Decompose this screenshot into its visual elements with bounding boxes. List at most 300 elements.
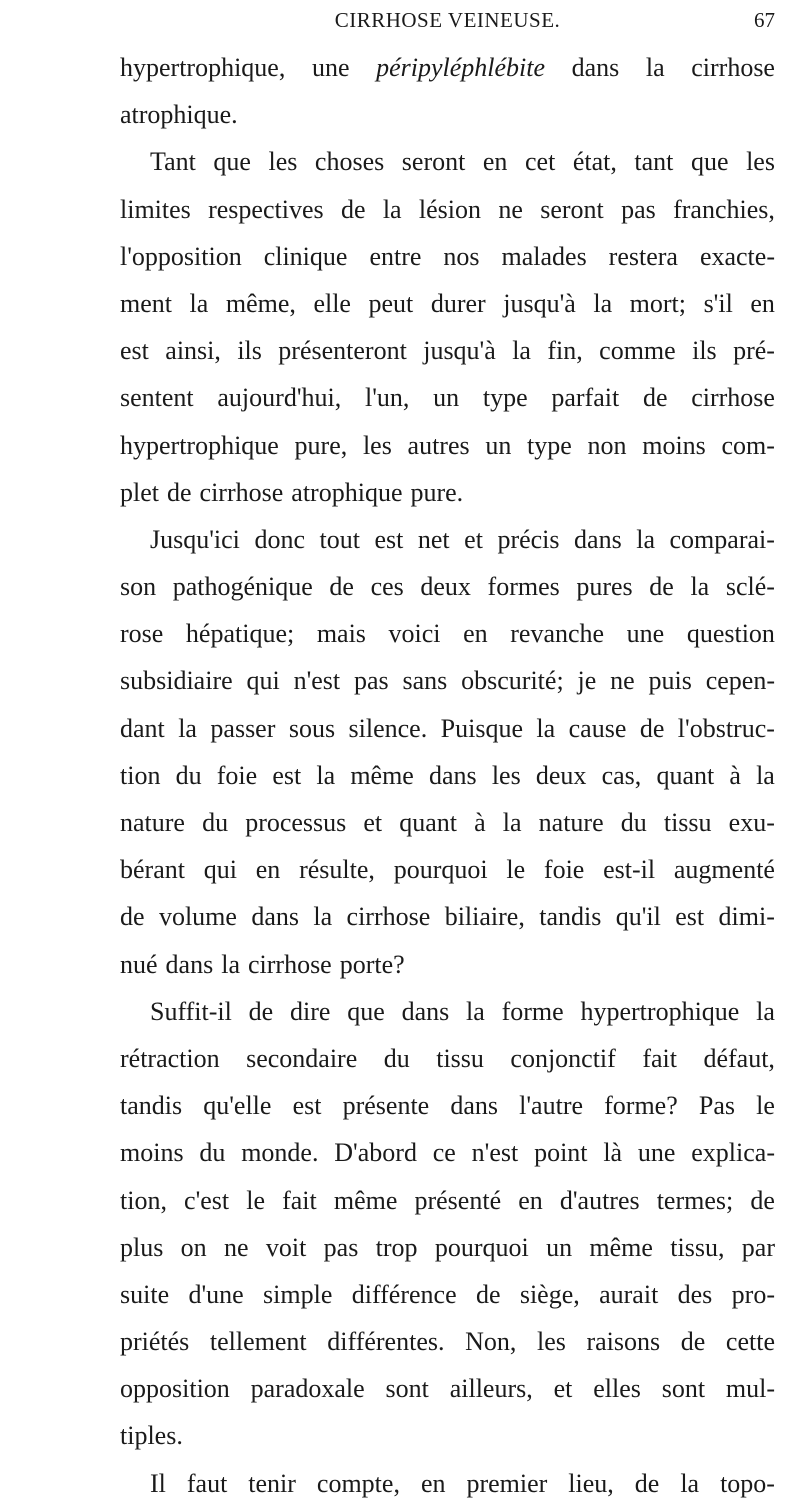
word: même — [350, 760, 414, 790]
text-line — [120, 280, 775, 327]
word: moins — [120, 1138, 184, 1168]
text-line — [120, 422, 775, 469]
word: obscurité; — [461, 666, 564, 696]
word: compte, — [316, 1468, 400, 1498]
word: conjonctif — [510, 1043, 616, 1073]
word: sous — [288, 713, 336, 743]
word: l'un, — [364, 383, 410, 413]
word: quant — [656, 760, 715, 790]
word: un — [546, 1232, 573, 1262]
word: du — [620, 808, 647, 837]
word: quant — [399, 808, 458, 837]
word: elles — [593, 1374, 641, 1404]
word: lieu, — [568, 1468, 614, 1498]
word: à — [474, 808, 486, 837]
word: tenir — [248, 1468, 296, 1498]
word: exacte- — [699, 241, 775, 271]
word: tout — [319, 524, 360, 554]
word: foie — [216, 760, 258, 790]
word: tissu — [663, 808, 712, 837]
text-line — [120, 1082, 775, 1129]
word: pure, — [294, 430, 348, 460]
word: une — [637, 1138, 676, 1168]
word: la — [756, 760, 775, 790]
text-line — [120, 657, 775, 704]
word: qui — [203, 855, 237, 885]
word: franchies, — [673, 194, 775, 224]
word: aujourd'hui, — [217, 383, 342, 413]
word: pures — [576, 572, 633, 602]
word: hypertrophique — [580, 996, 740, 1026]
word: tandis — [120, 1091, 183, 1121]
word: s'il — [703, 288, 733, 318]
word: mort; — [629, 288, 687, 318]
word: précis — [497, 524, 560, 554]
word: que — [690, 147, 729, 177]
word: l'autre — [519, 1091, 584, 1121]
word: Puisque — [440, 713, 523, 743]
word: dans — [401, 996, 450, 1026]
text-line — [120, 563, 775, 610]
text-line — [120, 469, 775, 516]
word: com- — [721, 430, 775, 460]
word: ne — [610, 666, 635, 696]
word: de — [642, 383, 668, 413]
word: est-il — [603, 855, 656, 885]
word: on — [180, 1232, 207, 1262]
word: que — [347, 996, 385, 1026]
word: subsidiaire — [120, 666, 233, 696]
text-line — [120, 846, 775, 893]
word: non — [587, 430, 627, 460]
word: plet — [120, 477, 159, 507]
text-line — [120, 941, 775, 988]
word: premier — [466, 1468, 548, 1498]
word: en — [750, 288, 775, 318]
word: cirrhose — [199, 477, 284, 507]
word: ainsi, — [165, 336, 221, 366]
word: simple — [263, 1279, 333, 1309]
word: respectives — [208, 194, 324, 224]
word: de — [649, 572, 674, 602]
word: entre — [369, 241, 422, 271]
running-head: CIRRHOSE VEINEUSE. — [334, 8, 561, 32]
word: atrophique. — [120, 100, 238, 130]
text-line — [120, 1224, 775, 1271]
word: même — [589, 1232, 653, 1262]
word: raisons — [586, 1327, 661, 1357]
word: D'abord — [334, 1138, 417, 1168]
word: est — [675, 902, 705, 932]
word: de — [634, 1468, 660, 1498]
word: pure. — [410, 477, 464, 507]
word: cas, — [601, 760, 642, 790]
word: cirrhose — [247, 949, 332, 979]
word: le — [506, 855, 526, 885]
word: plus — [120, 1232, 164, 1262]
word: fin, — [547, 336, 583, 366]
word: présente — [342, 1091, 430, 1121]
word: d'une — [188, 1279, 244, 1309]
word: ment — [120, 288, 172, 318]
word: Suffit-il — [150, 996, 232, 1026]
word: paradoxale — [250, 1374, 365, 1404]
word: silence. — [348, 713, 428, 743]
word: puis — [648, 666, 692, 696]
text-line — [120, 186, 775, 233]
word: c'est — [184, 1185, 230, 1215]
word: la — [316, 760, 336, 790]
word: à — [729, 760, 741, 790]
word: qui — [246, 666, 280, 696]
word: une — [626, 619, 665, 649]
word: secondaire — [246, 1043, 358, 1073]
word: forme — [501, 996, 564, 1026]
word: forme? — [604, 1091, 678, 1121]
word: net — [417, 524, 450, 554]
word: par — [741, 1232, 775, 1262]
word: ne — [498, 194, 523, 224]
page-number: 67 — [754, 8, 775, 32]
word: là — [603, 1138, 623, 1168]
word: la — [593, 288, 613, 318]
word: résulte, — [299, 855, 375, 885]
word: voici — [388, 619, 441, 649]
word: cirrhose — [691, 383, 775, 413]
word: lésion — [418, 194, 482, 224]
text-line — [120, 44, 775, 91]
word: limites — [120, 194, 191, 224]
word: de — [680, 1327, 706, 1357]
word: que — [213, 147, 251, 177]
word: de — [475, 1279, 501, 1309]
word: cet — [524, 147, 556, 177]
word: et — [553, 1374, 573, 1404]
word: parfait — [551, 383, 620, 413]
word: explica- — [691, 1138, 775, 1168]
word: hypertrophique — [120, 430, 279, 460]
word: clinique — [263, 241, 348, 271]
text-line — [120, 1412, 775, 1459]
word: cette — [725, 1327, 775, 1357]
text-line — [120, 1177, 775, 1224]
word: autres — [407, 430, 470, 460]
word: nos — [443, 241, 480, 271]
word: ces — [370, 572, 404, 602]
word: pro- — [731, 1279, 775, 1309]
word: tant — [634, 147, 674, 177]
word: d'autres — [559, 1185, 640, 1215]
word: exu- — [728, 808, 775, 837]
word: du — [383, 1043, 410, 1073]
word: faut — [186, 1468, 228, 1498]
word: la — [466, 996, 485, 1026]
word: pas — [323, 1232, 359, 1262]
word: jusqu'à — [423, 336, 496, 366]
word: seront — [401, 147, 466, 177]
word: un — [485, 430, 512, 460]
word: mul- — [725, 1374, 775, 1404]
word: les — [362, 430, 392, 460]
word: le — [246, 1185, 266, 1215]
word: trop — [375, 1232, 418, 1262]
word: rétraction — [120, 1043, 220, 1073]
text-line — [120, 705, 775, 752]
word: qu'elle — [203, 1091, 272, 1121]
word: sclé- — [725, 572, 775, 602]
word: est — [292, 1091, 322, 1121]
word: de — [340, 194, 366, 224]
word: les — [536, 1327, 566, 1357]
page-header — [120, 8, 775, 34]
word: même, — [225, 288, 296, 318]
body-text — [120, 44, 775, 1507]
word: durer — [430, 288, 486, 318]
text-line — [120, 1271, 775, 1318]
word: dans — [251, 902, 299, 932]
text-line — [120, 610, 775, 657]
word: présenté — [414, 1185, 502, 1215]
word: pathogénique — [172, 572, 313, 602]
text-line — [120, 1365, 775, 1412]
word: Tant — [150, 147, 196, 177]
text-line — [120, 516, 775, 563]
word: de — [167, 477, 192, 507]
word: tiples. — [120, 1421, 183, 1451]
word: est — [120, 336, 149, 366]
word: du — [199, 1138, 226, 1168]
word: tissu — [436, 1043, 484, 1073]
word: opposition — [120, 1374, 230, 1404]
word: ils — [692, 336, 717, 366]
word: augmenté — [673, 855, 775, 885]
word: jusqu'à — [503, 288, 576, 318]
word: Non, — [465, 1327, 517, 1357]
word: et — [363, 808, 383, 837]
word: elle — [313, 288, 351, 318]
word: est — [374, 524, 404, 554]
word: n'est — [293, 666, 341, 696]
word: passer — [210, 713, 276, 743]
word: pas — [621, 194, 656, 224]
word: la — [512, 336, 531, 366]
word: foie — [543, 855, 585, 885]
word: bérant — [120, 855, 185, 885]
word: point — [534, 1138, 588, 1168]
text-line — [120, 988, 775, 1035]
word: fait — [642, 1043, 677, 1073]
word: pourquoi — [434, 1232, 529, 1262]
text-line — [120, 799, 775, 846]
word: donc — [254, 524, 305, 554]
word: voit — [265, 1232, 307, 1262]
word: dans — [165, 949, 214, 979]
word: deux — [420, 572, 471, 602]
word: suite — [120, 1279, 170, 1309]
word: dant — [120, 713, 165, 743]
word: la — [178, 713, 197, 743]
text-line — [120, 138, 775, 185]
word: revanche — [510, 619, 605, 649]
word: priétés — [120, 1327, 190, 1357]
word: de — [120, 902, 145, 932]
word: la — [313, 902, 333, 932]
word: la — [382, 194, 402, 224]
word: le — [756, 1091, 775, 1121]
word: je — [577, 666, 597, 696]
word: dans — [429, 760, 477, 790]
word: en — [420, 1468, 446, 1498]
word: est — [272, 760, 302, 790]
word: les — [268, 147, 298, 177]
word: siège, — [519, 1279, 580, 1309]
word: pré- — [733, 336, 775, 366]
word: porte? — [339, 949, 405, 979]
text-line — [120, 327, 775, 374]
word: formes — [487, 572, 560, 602]
word: du — [175, 760, 202, 790]
word: dans — [571, 53, 620, 82]
word: mais — [316, 619, 366, 649]
word: pourquoi — [393, 855, 488, 885]
word: des — [677, 1279, 713, 1309]
word: nué — [120, 949, 158, 979]
word: Pas — [698, 1091, 736, 1121]
word: processus — [245, 808, 347, 837]
word: présenteront — [278, 336, 407, 366]
word: tissu, — [670, 1232, 725, 1262]
text-line — [120, 233, 775, 280]
word: la — [756, 996, 775, 1026]
word: en — [482, 147, 508, 177]
word: aurait — [599, 1279, 659, 1309]
text-line — [120, 1460, 775, 1507]
word: défaut, — [703, 1043, 775, 1073]
word: monde. — [241, 1138, 319, 1168]
word: peut — [368, 288, 414, 318]
word: la — [536, 713, 556, 743]
word: du — [202, 808, 229, 837]
word: rose — [120, 619, 164, 649]
word: atrophique — [291, 477, 403, 507]
word: deux — [535, 760, 587, 790]
word: la — [221, 949, 240, 979]
word: les — [746, 147, 775, 177]
word: type — [527, 430, 572, 460]
word: état, — [572, 147, 617, 177]
word: différentes. — [327, 1327, 445, 1357]
word: nature — [538, 808, 604, 837]
word: sans — [402, 666, 448, 696]
word: qu'il — [615, 902, 661, 932]
word: la — [502, 808, 522, 837]
word-italic: péripyléphlébite — [376, 53, 546, 82]
word: en — [463, 619, 488, 649]
word: cause — [568, 713, 627, 743]
word: sont — [661, 1374, 706, 1404]
word: les — [491, 760, 521, 790]
word: comparai- — [669, 524, 775, 554]
text-line — [120, 374, 775, 421]
word: cepen- — [705, 666, 775, 696]
word: une — [311, 53, 350, 82]
word: et — [464, 524, 483, 554]
word: sentent — [120, 383, 194, 413]
word: pas — [354, 666, 389, 696]
word: la — [645, 53, 665, 82]
text-line — [120, 752, 775, 799]
word: l'opposition — [120, 241, 242, 271]
text-line — [120, 1129, 775, 1176]
word: seront — [540, 194, 604, 224]
word: tion — [120, 760, 161, 790]
word: tellement — [209, 1327, 307, 1357]
word: nature — [120, 808, 185, 837]
word: comme — [599, 336, 676, 366]
word: hypertrophique, — [120, 53, 286, 82]
word: en — [255, 855, 281, 885]
word: dans — [450, 1091, 499, 1121]
word: de — [750, 1185, 775, 1215]
word: restera — [608, 241, 678, 271]
word: Il — [150, 1468, 166, 1498]
word: tion, — [120, 1185, 167, 1215]
word: la — [690, 572, 710, 602]
word: ailleurs, — [449, 1374, 533, 1404]
word: hépatique; — [185, 619, 295, 649]
word: tandis — [539, 902, 602, 932]
word: moins — [642, 430, 706, 460]
word: de — [329, 572, 354, 602]
word: dire — [290, 996, 331, 1026]
word: de — [639, 713, 665, 743]
word: un — [433, 383, 460, 413]
word: son — [120, 572, 157, 602]
word: dans — [574, 524, 622, 554]
word: dimi- — [718, 902, 775, 932]
word: la — [636, 524, 655, 554]
word: malades — [501, 241, 587, 271]
word: ce — [432, 1138, 456, 1168]
word: n'est — [471, 1138, 519, 1168]
word: biliaire, — [444, 902, 525, 932]
text-line — [120, 893, 775, 940]
word: ne — [224, 1232, 249, 1262]
word: sont — [385, 1374, 429, 1404]
word: la — [189, 288, 209, 318]
word: termes; — [656, 1185, 734, 1215]
word: cirrhose — [691, 53, 775, 82]
word: la — [680, 1468, 700, 1498]
word: même — [333, 1185, 398, 1215]
text-line — [120, 1035, 775, 1082]
text-line — [120, 1318, 775, 1365]
word: choses — [314, 147, 385, 177]
word: question — [686, 619, 775, 649]
word: cirrhose — [346, 902, 431, 932]
word: volume — [158, 902, 237, 932]
word: de — [248, 996, 274, 1026]
word: type — [482, 383, 528, 413]
text-line — [120, 91, 775, 138]
word: ils — [237, 336, 262, 366]
word: en — [518, 1185, 543, 1215]
word: différence — [351, 1279, 457, 1309]
word: topo- — [720, 1468, 775, 1498]
word: l'obstruc- — [677, 713, 775, 743]
word: Jusqu'ici — [150, 524, 240, 554]
word: fait — [282, 1185, 317, 1215]
